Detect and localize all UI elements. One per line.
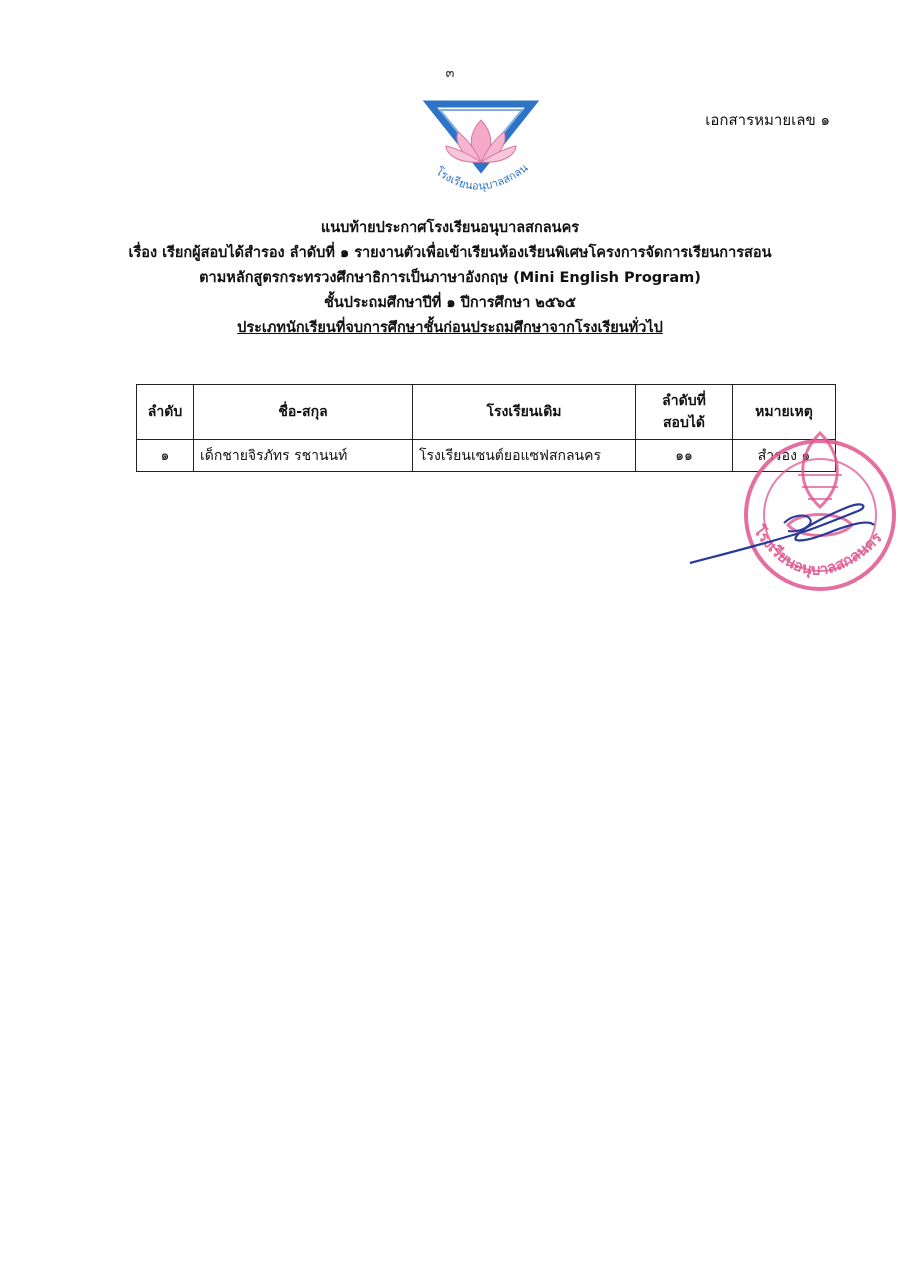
- cell-number: ๑: [137, 440, 194, 472]
- lotus-logo-icon: [418, 98, 548, 208]
- heading-category: ประเภทนักเรียนที่จบการศึกษาชั้นก่อนประถมศึกษาจากโรงเรียนทั่วไป: [237, 320, 663, 336]
- cell-rank: ๑๑: [636, 440, 733, 472]
- heading-block: [0, 216, 900, 341]
- cell-remark: สำรอง ๑: [733, 440, 836, 472]
- stamp-seal-icon: [688, 415, 898, 600]
- heading-line-3: ตามหลักสูตรกระทรวงศึกษาธิการเป็นภาษาอังกฤษ (Mini English Program): [199, 270, 701, 286]
- logo-text: โรงเรียนอนุบาลสกลน: [433, 161, 531, 193]
- header-name: ชื่อ-สกุล: [194, 385, 413, 440]
- header-remark: หมายเหตุ: [733, 385, 836, 440]
- heading-line-4: ชั้นประถมศึกษาปีที่ ๑ ปีการศึกษา ๒๕๖๕: [324, 295, 576, 311]
- school-logo: [418, 98, 548, 208]
- heading-line-1: แนบท้ายประกาศโรงเรียนอนุบาลสกลนคร: [320, 220, 580, 236]
- header-rank-line1: ลำดับที่: [662, 393, 706, 409]
- school-stamp: [688, 415, 898, 600]
- header-former-school: โรงเรียนเดิม: [413, 385, 636, 440]
- cell-former-school: โรงเรียนเซนต์ยอแซฟสกลนคร: [413, 440, 636, 472]
- page-number: ๓: [445, 66, 455, 81]
- header-rank-line2: สอบได้: [663, 415, 705, 431]
- heading-line-2: เรื่อง เรียกผู้สอบได้สำรอง ลำดับที่ ๑ รายงานตัวเพื่อเข้าเรียนห้องเรียนพิเศษโครงการจัดการเรียนการสอน: [128, 245, 772, 261]
- stamp-text: โรงเรียนอนุบาลสกลนคร: [749, 522, 886, 579]
- header-number: ลำดับ: [137, 385, 194, 440]
- document-number: เอกสารหมายเลข ๑: [705, 111, 830, 129]
- cell-name: เด็กชายจิรภัทร รชานนท์: [194, 440, 413, 472]
